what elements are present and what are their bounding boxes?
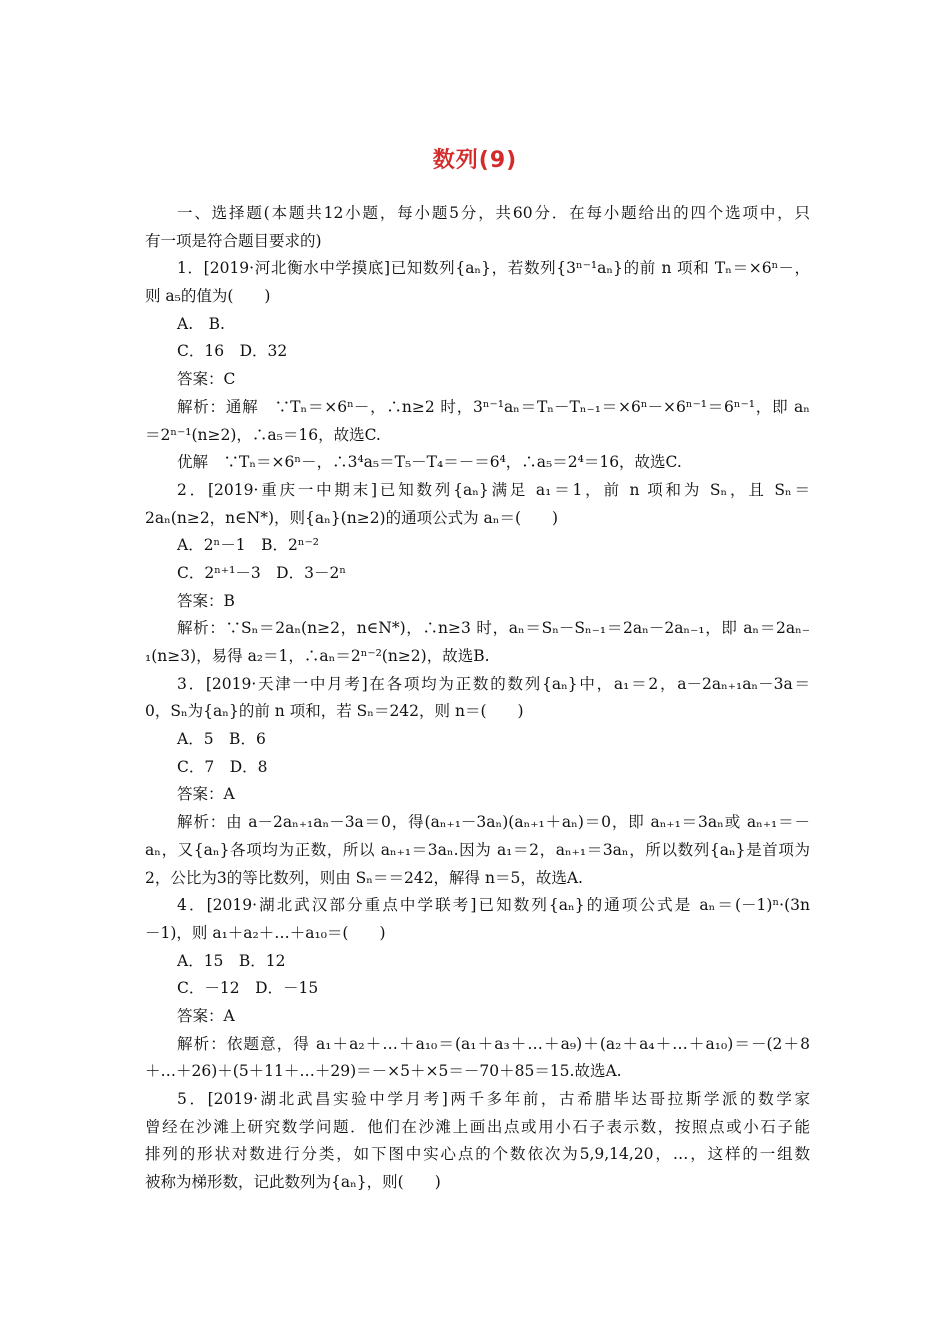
- text-line: 2．[2019·重庆一中期末]已知数列{aₙ}满足 a₁＝1，前 n 项和为 Sₙ，且 Sₙ＝: [177, 480, 810, 499]
- text-line: ＋…＋26)＋(5＋11＋…＋29)＝－×5＋×5＝－70＋85＝15.故选A.: [145, 1062, 622, 1081]
- text-line: ₁(n≥3)，易得 a₂＝1，∴aₙ＝2ⁿ⁻²(n≥2)，故选B.: [145, 647, 490, 665]
- text-line: C．7 D．8: [177, 757, 268, 776]
- text-line: －1)，则 a₁＋a₂＋…＋a₁₀＝( ): [145, 923, 386, 942]
- text-line: 3．[2019·天津一中月考]在各项均为正数的数列{aₙ}中，a₁＝2，a－2aₙ₊₁aₙ－3a＝: [177, 674, 810, 693]
- text-line: 5．[2019·湖北武昌实验中学月考]两千多年前，古希腊毕达哥拉斯学派的数学家: [177, 1090, 810, 1108]
- text-line: 答案：A: [177, 1006, 235, 1025]
- text-line: 优解 ∵Tₙ＝×6ⁿ－，∴3⁴a₅＝T₅－T₄＝－＝6⁴，∴a₅＝2⁴＝16，故选C.: [177, 453, 682, 472]
- text-line: C．2ⁿ⁺¹－3 D．3－2ⁿ: [177, 563, 347, 582]
- text-line: 答案：C: [177, 370, 236, 389]
- text-line: 2，公比为3的等比数列，则由 Sₙ＝＝242，解得 n＝5，故选A.: [145, 868, 583, 887]
- text-line: C．16 D．32: [177, 342, 288, 361]
- text-line: 4．[2019·湖北武汉部分重点中学联考]已知数列{aₙ}的通项公式是 aₙ＝(－1)ⁿ·(3n: [177, 896, 810, 915]
- text-line: A. B.: [177, 314, 225, 333]
- text-line: 被称为梯形数，记此数列为{aₙ}，则( ): [145, 1173, 441, 1192]
- text-line: ＝2ⁿ⁻¹(n≥2)，∴a₅＝16，故选C.: [145, 425, 381, 444]
- text-line: 1．[2019·河北衡水中学摸底]已知数列{aₙ}，若数列{3ⁿ⁻¹aₙ}的前 n 项和 Tₙ＝×6ⁿ－，: [177, 259, 810, 278]
- text-line: 解析：由 a－2aₙ₊₁aₙ－3a＝0，得(aₙ₊₁－3aₙ)(aₙ₊₁＋aₙ)＝0，即 aₙ₊₁＝3aₙ或 aₙ₊₁＝－: [177, 813, 810, 832]
- document-body: [145, 200, 810, 1197]
- text-line: 则 a₅的值为( ): [145, 287, 271, 306]
- text-line: 有一项是符合题目要求的): [145, 231, 322, 250]
- text-line: 2aₙ(n≥2，n∈N*)，则{aₙ}(n≥2)的通项公式为 aₙ＝( ): [145, 508, 559, 527]
- text-line: 解析：依题意，得 a₁＋a₂＋…＋a₁₀＝(a₁＋a₃＋…＋a₉)＋(a₂＋a₄＋…＋a₁₀)＝－(2＋8: [177, 1034, 810, 1053]
- text-line: 解析：∵Sₙ＝2aₙ(n≥2，n∈N*)，∴n≥3 时，aₙ＝Sₙ－Sₙ₋₁＝2aₙ－2aₙ₋₁，即 aₙ＝2aₙ₋: [177, 619, 810, 638]
- text-line: aₙ，又{aₙ}各项均为正数，所以 aₙ₊₁＝3aₙ.因为 a₁＝2，aₙ₊₁＝3aₙ，所以数列{aₙ}是首项为: [145, 840, 810, 859]
- text-line: 曾经在沙滩上研究数学问题．他们在沙滩上画出点或用小石子表示数，按照点或小石子能: [145, 1117, 810, 1136]
- text-line: 一、选择题(本题共12小题，每小题5分，共60分．在每小题给出的四个选项中，只: [177, 204, 810, 222]
- text-line: A．2ⁿ－1 B．2ⁿ⁻²: [177, 536, 319, 555]
- text-line: 排列的形状对数进行分类，如下图中实心点的个数依次为5,9,14,20，…，这样的一组数: [145, 1145, 810, 1164]
- text-line: 0，Sₙ为{aₙ}的前 n 项和，若 Sₙ＝242，则 n＝( ): [145, 702, 524, 721]
- text-line: 解析：通解 ∵Tₙ＝×6ⁿ－，∴n≥2 时，3ⁿ⁻¹aₙ＝Tₙ－Tₙ₋₁＝×6ⁿ－×6ⁿ⁻¹＝6ⁿ⁻¹，即 aₙ: [177, 397, 810, 416]
- text-line: A．15 B．12: [177, 951, 286, 970]
- text-line: A．5 B．6: [177, 730, 266, 749]
- document-title: 数列(9): [432, 148, 518, 173]
- text-line: C．－12 D．－15: [177, 979, 319, 998]
- text-line: 答案：B: [177, 591, 235, 610]
- text-line: 答案：A: [177, 785, 235, 804]
